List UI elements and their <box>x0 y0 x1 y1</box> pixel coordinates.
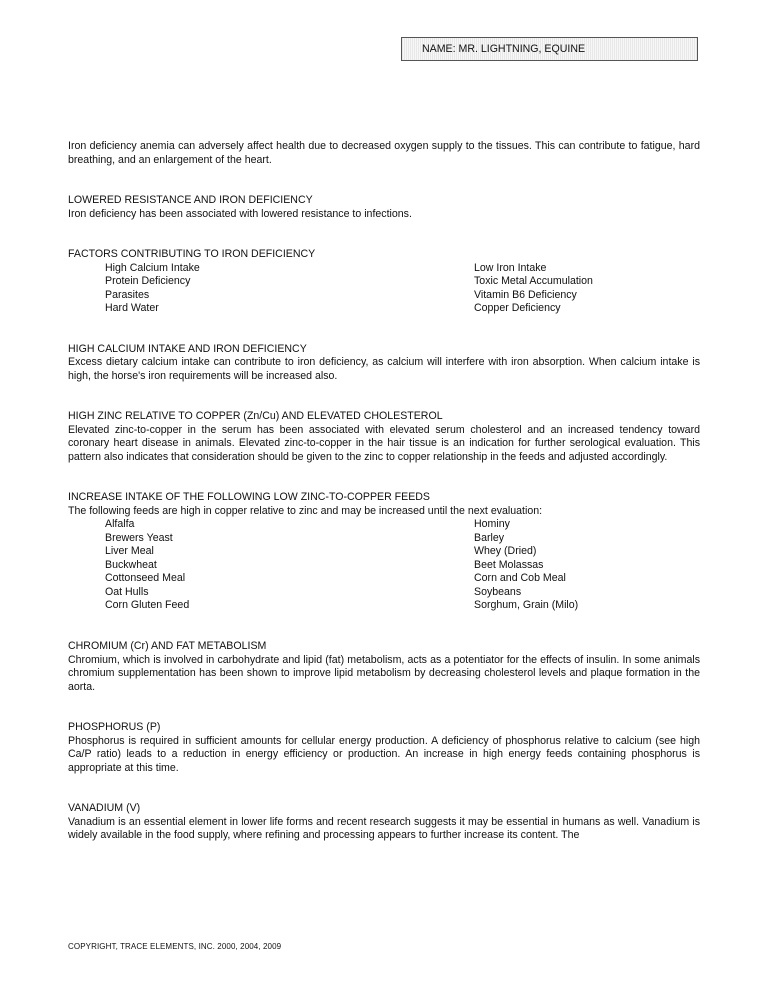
section-high-calcium <box>68 343 700 384</box>
copyright-footer: COPYRIGHT, TRACE ELEMENTS, INC. 2000, 2004, 2009 <box>68 942 282 951</box>
list-item: Oat Hulls <box>105 585 149 598</box>
section-chromium <box>68 640 700 694</box>
patient-name-box <box>401 37 698 61</box>
list-item: Brewers Yeast <box>105 531 173 544</box>
list-item: Protein Deficiency <box>105 275 191 287</box>
section-zinc-copper <box>68 410 700 464</box>
section-lowered-resistance <box>68 194 700 221</box>
intro-paragraph: Iron deficiency anemia can adversely affect health due to decreased oxygen supply to the tissues. This can contribute to fatigue, hard breathing, and an enlargement of the heart. <box>68 140 700 166</box>
list-item: Cottonseed Meal <box>105 572 186 584</box>
list-item: Hominy <box>474 518 510 530</box>
list-item: Whey (Dried) <box>474 545 537 557</box>
list-item: Toxic Metal Accumulation <box>474 275 593 287</box>
section-vanadium <box>68 802 700 843</box>
section-text: Vanadium is an essential element in lower life forms and recent research suggests it may be essential in humans as well. Vanadium is widely available in the food supply, where refining and processing appears to further increase its content. The <box>68 815 700 841</box>
section-heading: HIGH ZINC RELATIVE TO COPPER (Zn/Cu) AND ELEVATED CHOLESTEROL <box>68 410 443 422</box>
feeds-right-column <box>474 518 578 613</box>
section-low-zinc-copper-feeds <box>68 491 700 613</box>
section-heading: LOWERED RESISTANCE AND IRON DEFICIENCY <box>68 194 313 206</box>
list-item: Copper Deficiency <box>474 302 561 314</box>
factors-list <box>68 262 700 316</box>
section-heading: FACTORS CONTRIBUTING TO IRON DEFICIENCY <box>68 248 316 260</box>
list-item: Low Iron Intake <box>474 261 547 274</box>
section-text: Iron deficiency has been associated with lowered resistance to infections. <box>68 207 412 220</box>
list-item: Corn and Cob Meal <box>474 572 566 584</box>
section-phosphorus <box>68 721 700 775</box>
section-heading: PHOSPHORUS (P) <box>68 721 161 733</box>
list-item: Buckwheat <box>105 558 157 571</box>
list-item: Sorghum, Grain (Milo) <box>474 599 579 611</box>
feeds-left-column <box>105 518 189 613</box>
section-heading: VANADIUM (V) <box>68 802 141 814</box>
feeds-list <box>68 518 700 613</box>
list-item: Corn Gluten Feed <box>105 599 190 611</box>
section-heading: CHROMIUM (Cr) AND FAT METABOLISM <box>68 640 267 652</box>
section-text: The following feeds are high in copper relative to zinc and may be increased until the next evaluation: <box>68 504 543 517</box>
section-text: Chromium, which is involved in carbohydrate and lipid (fat) metabolism, acts as a potentiator for the effects of insulin. In some animals chromium supplementation has been shown to improve lipid metabolism by decreasing cholesterol levels and plaque formation in the aorta. <box>68 653 700 693</box>
section-text: Elevated zinc-to-copper in the serum has been associated with elevated serum cholesterol and an increased tendency toward coronary heart disease in animals. Elevated zinc-to-copper in the hair tissue is an indication for further serological evaluation. This pattern also indicates that consideration should be given to the zinc to copper relationship in the feeds and adjusted accordingly. <box>68 423 700 463</box>
list-item: Alfalfa <box>105 518 135 530</box>
section-text: Phosphorus is required in sufficient amounts for cellular energy production. A deficiency of phosphorus relative to calcium (see high Ca/P ratio) leads to a reduction in energy efficiency or production. An increase in high energy feeds containing phosphorus is appropriate at this time. <box>68 734 700 774</box>
section-text: Excess dietary calcium intake can contribute to iron deficiency, as calcium will interfere with iron absorption. When calcium intake is high, the horse's iron requirements will be increased also. <box>68 356 700 382</box>
list-item: Vitamin B6 Deficiency <box>474 288 577 301</box>
patient-name-label: NAME: MR. LIGHTNING, EQUINE <box>422 43 586 55</box>
report-body <box>68 140 700 843</box>
list-item: Hard Water <box>105 302 159 314</box>
list-item: Parasites <box>105 288 150 301</box>
factors-left-column <box>105 262 200 316</box>
list-item: High Calcium Intake <box>105 261 200 274</box>
list-item: Liver Meal <box>105 545 154 557</box>
factors-right-column <box>474 262 593 316</box>
section-heading: HIGH CALCIUM INTAKE AND IRON DEFICIENCY <box>68 342 307 355</box>
list-item: Barley <box>474 531 505 544</box>
section-factors-iron-deficiency <box>68 248 700 316</box>
list-item: Beet Molassas <box>474 558 544 571</box>
section-heading: INCREASE INTAKE OF THE FOLLOWING LOW ZINC-TO-COPPER FEEDS <box>68 491 430 503</box>
list-item: Soybeans <box>474 585 522 598</box>
